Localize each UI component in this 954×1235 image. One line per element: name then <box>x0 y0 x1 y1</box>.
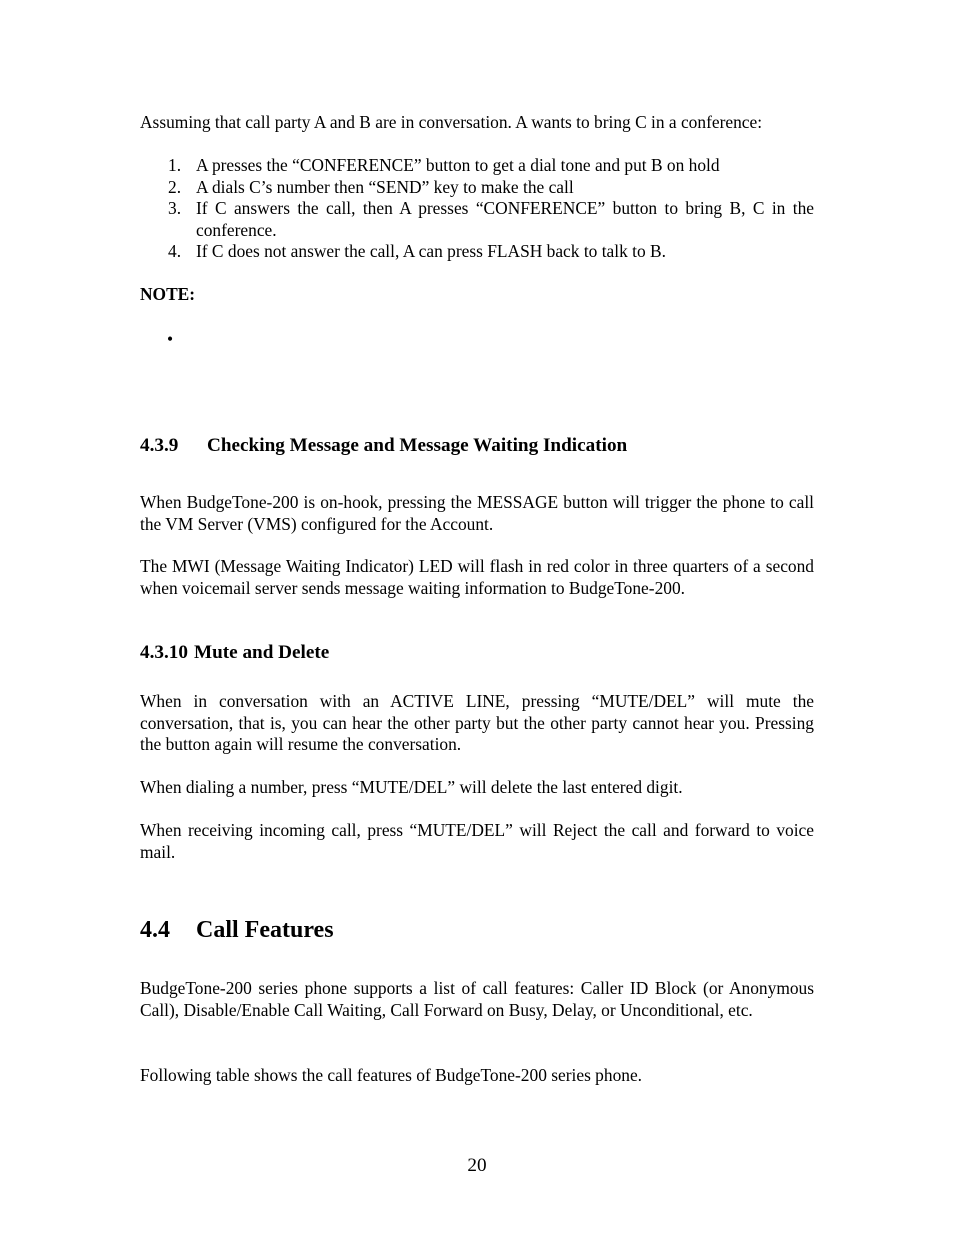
list-item-number: 2. <box>168 176 182 197</box>
list-item-text: A dials C’s number then “SEND” key to make the call <box>196 176 574 197</box>
list-item <box>140 198 814 241</box>
section-title: Call Features <box>196 917 334 943</box>
list-item-number: 1. <box>168 155 182 175</box>
section-number: 4.3.9 <box>140 435 179 456</box>
list-item-number: 4. <box>168 241 182 262</box>
table-intro-paragraph: Following table shows the call features of BudgeTone-200 series phone. <box>140 1065 643 1085</box>
call-features-paragraph: BudgeTone-200 series phone supports a list of call features: Caller ID Block (or Anonymous Call), Disable/Enable Call Waiting, Call Forward on Busy, Delay, or Unconditional, etc. <box>140 978 814 1020</box>
intro-paragraph: Assuming that call party A and B are in conversation. A wants to bring C in a conference: <box>140 112 763 132</box>
list-item-number: 3. <box>168 198 182 219</box>
reject-paragraph: When receiving incoming call, press “MUTE/DEL” will Reject the call and forward to voice mail. <box>140 820 814 862</box>
delete-paragraph: When dialing a number, press “MUTE/DEL” will delete the last entered digit. <box>140 777 683 797</box>
section-number: 4.4 <box>140 917 170 943</box>
section-4-4-heading <box>140 915 334 945</box>
section-4-3-10-heading <box>140 641 329 665</box>
list-item <box>140 177 814 199</box>
message-paragraph: When BudgeTone-200 is on-hook, pressing the MESSAGE button will trigger the phone to call the VM Server (VMS) configured for the Account. <box>140 492 814 534</box>
mwi-paragraph: The MWI (Message Waiting Indicator) LED will flash in red color in three quarters of a second when voicemail server sends message waiting information to BudgeTone-200. <box>140 556 814 598</box>
bullet-icon: • <box>167 329 174 349</box>
list-item-text: If C answers the call, then A presses “CONFERENCE” button to bring B, C in the conference. <box>196 198 814 240</box>
list-item <box>140 155 814 177</box>
page-number: 20 <box>467 1155 487 1176</box>
list-item <box>140 241 814 263</box>
section-title: Mute and Delete <box>193 642 330 663</box>
section-title: Checking Message and Message Waiting Indication <box>207 435 628 456</box>
note-label: NOTE: <box>140 284 196 304</box>
list-item-text: If C does not answer the call, A can press FLASH back to talk to B. <box>196 241 666 262</box>
section-4-3-9-heading <box>140 434 627 458</box>
conference-steps-list <box>140 155 814 263</box>
mute-paragraph: When in conversation with an ACTIVE LINE, pressing “MUTE/DEL” will mute the conversation, that is, you can hear the other party but the other party cannot hear you. Pressing the button again will resume the conversation. <box>140 691 814 755</box>
section-number: 4.3.10 <box>140 642 188 663</box>
list-item-text: A presses the “CONFERENCE” button to get a dial tone and put B on hold <box>196 155 720 175</box>
